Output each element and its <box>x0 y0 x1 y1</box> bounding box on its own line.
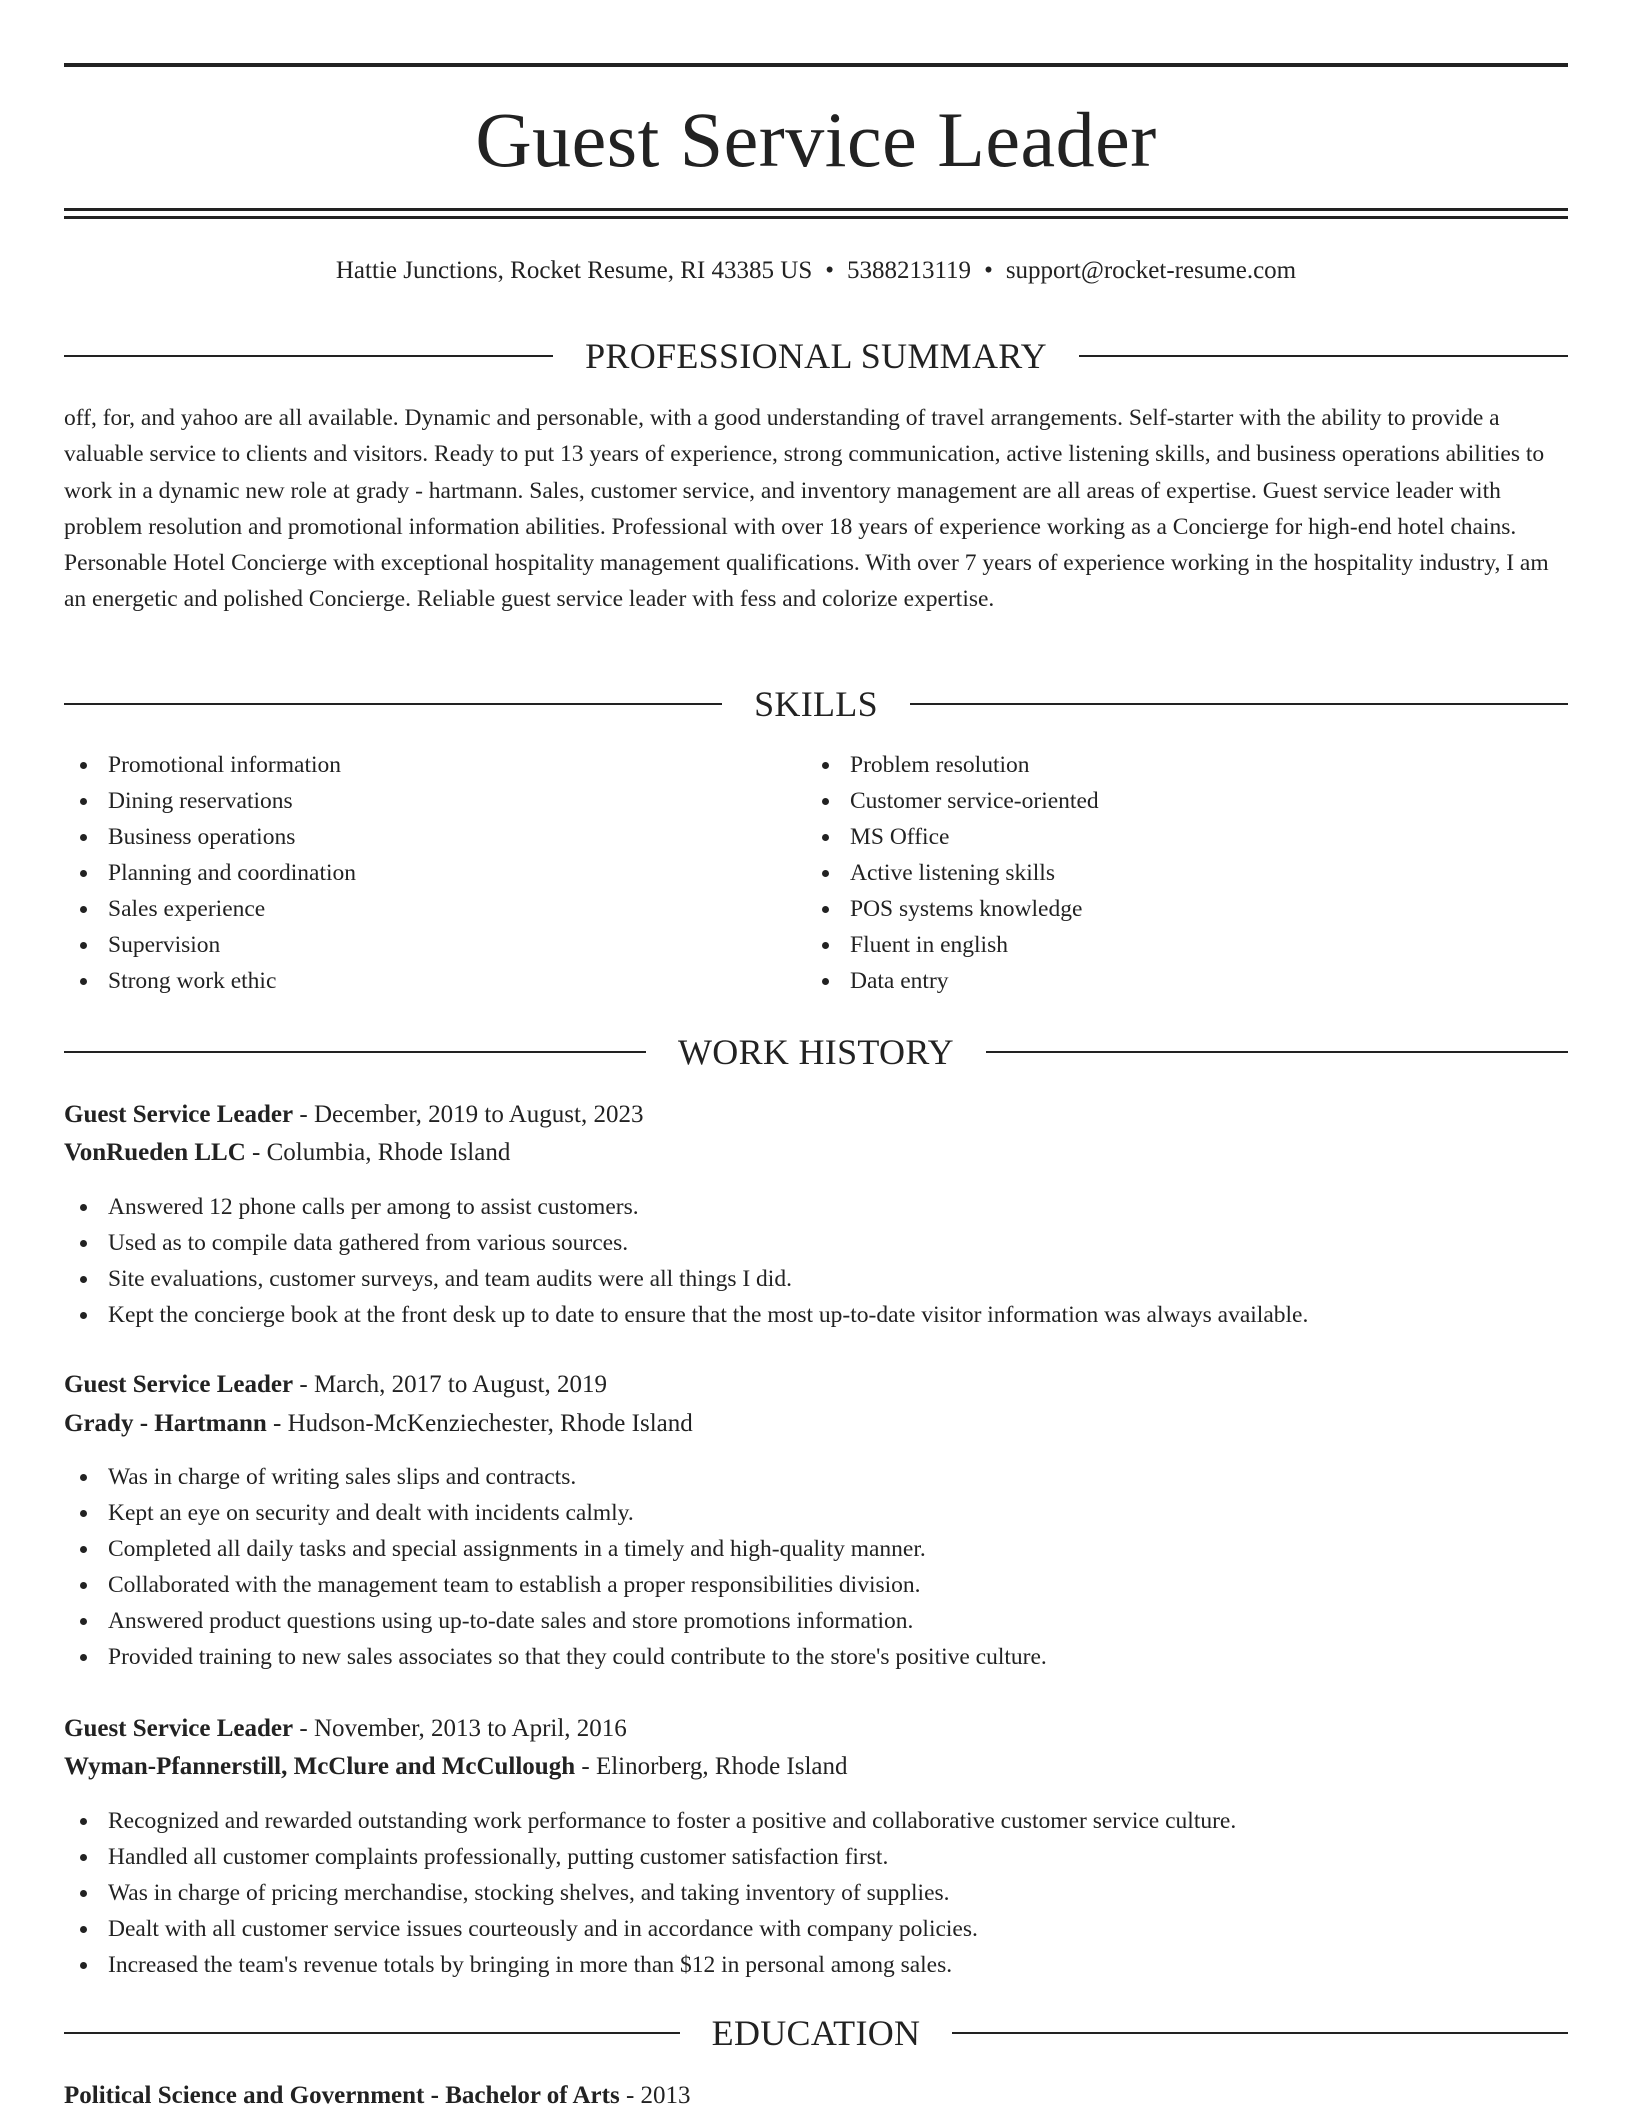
job-location: Columbia, Rhode Island <box>266 1139 511 1166</box>
job-bullet: Completed all daily tasks and special assignments in a timely and high-quality manner. <box>64 1531 1568 1567</box>
contact-phone: 5388213119 <box>846 257 972 284</box>
job-dates: March, 2017 to August, 2019 <box>313 1371 607 1398</box>
job-bullets <box>64 1459 1568 1675</box>
job-bullet: Recognized and rewarded outstanding work performance to foster a positive and collaborative customer service culture. <box>64 1803 1568 1839</box>
skill-item: Active listening skills <box>806 855 1099 891</box>
heading-rule <box>64 1051 646 1053</box>
job-title: Guest Service Leader <box>64 1101 294 1128</box>
section-title: SKILLS <box>754 684 878 724</box>
job-bullet: Site evaluations, customer surveys, and team audits were all things I did. <box>64 1261 1568 1297</box>
skill-item: Customer service-oriented <box>806 783 1099 819</box>
skills-list-left <box>64 747 356 999</box>
header-double-rule-upper <box>64 208 1568 211</box>
section-title: EDUCATION <box>711 2013 921 2053</box>
contact-separator: • <box>825 257 834 284</box>
heading-rule <box>952 2032 1568 2034</box>
job-bullet: Kept an eye on security and dealt with incidents calmly. <box>64 1495 1568 1531</box>
job-bullet: Increased the team's revenue totals by bringing in more than $12 in personal among sales. <box>64 1947 1568 1983</box>
job-bullet: Kept the concierge book at the front desk up to date to ensure that the most up-to-date visitor information was always available. <box>64 1297 1568 1333</box>
section-heading-summary <box>64 334 1568 378</box>
job-company: VonRueden LLC <box>64 1139 246 1166</box>
section-title: PROFESSIONAL SUMMARY <box>585 336 1047 376</box>
section-title: WORK HISTORY <box>678 1032 954 1072</box>
header-double-rule-lower <box>64 216 1568 219</box>
skill-item: Dining reservations <box>64 783 356 819</box>
job-bullet: Was in charge of writing sales slips and contracts. <box>64 1459 1568 1495</box>
header-top-rule <box>64 63 1568 67</box>
job-bullet: Answered product questions using up-to-date sales and store promotions information. <box>64 1603 1568 1639</box>
job-bullet: Was in charge of pricing merchandise, stocking shelves, and taking inventory of supplies. <box>64 1875 1568 1911</box>
contact-address: Hattie Junctions, Rocket Resume, RI 43385 US <box>335 257 813 284</box>
heading-rule <box>64 2032 680 2034</box>
skills-list-right <box>806 747 1099 999</box>
job-title: Guest Service Leader <box>64 1715 294 1742</box>
job-company: Grady - Hartmann <box>64 1410 267 1437</box>
job-bullet: Provided training to new sales associates so that they could contribute to the store's positive culture. <box>64 1639 1568 1675</box>
job-company-line: Grady - Hartmann - Hudson-McKenziechester, Rhode Island <box>64 1410 693 1437</box>
job-location: Elinorberg, Rhode Island <box>595 1753 848 1780</box>
job-bullet: Collaborated with the management team to establish a proper responsibilities division. <box>64 1567 1568 1603</box>
job-dates: November, 2013 to April, 2016 <box>313 1715 627 1742</box>
job-bullets <box>64 1189 1568 1333</box>
education-entry: Political Science and Government - Bachelor of Arts - 2013 <box>64 2082 691 2109</box>
skill-item: Planning and coordination <box>64 855 356 891</box>
skill-item: Promotional information <box>64 747 356 783</box>
heading-rule <box>1079 355 1568 357</box>
job-company-line: VonRueden LLC - Columbia, Rhode Island <box>64 1139 511 1166</box>
skill-item: Supervision <box>64 927 356 963</box>
heading-rule <box>64 703 722 705</box>
resume-name-title: Guest Service Leader <box>475 96 1157 183</box>
job-title-line: Guest Service Leader - November, 2013 to April, 2016 <box>64 1715 627 1742</box>
skill-item: MS Office <box>806 819 1099 855</box>
job-bullets <box>64 1803 1568 1983</box>
skill-item: Strong work ethic <box>64 963 356 999</box>
skill-item: POS systems knowledge <box>806 891 1099 927</box>
heading-rule <box>986 1051 1568 1053</box>
job-location: Hudson-McKenziechester, Rhode Island <box>287 1410 693 1437</box>
job-title: Guest Service Leader <box>64 1371 294 1398</box>
education-degree: Political Science and Government - Bachelor of Arts <box>64 2082 620 2109</box>
job-bullet: Answered 12 phone calls per among to assist customers. <box>64 1189 1568 1225</box>
section-heading-skills <box>64 682 1568 726</box>
job-dates: December, 2019 to August, 2023 <box>313 1101 644 1128</box>
job-bullet: Used as to compile data gathered from various sources. <box>64 1225 1568 1261</box>
job-title-line: Guest Service Leader - December, 2019 to August, 2023 <box>64 1101 644 1128</box>
job-bullet: Handled all customer complaints professionally, putting customer satisfaction first. <box>64 1839 1568 1875</box>
job-bullet: Dealt with all customer service issues courteously and in accordance with company policies. <box>64 1911 1568 1947</box>
contact-separator: • <box>984 257 993 284</box>
skill-item: Sales experience <box>64 891 356 927</box>
section-heading-work-history <box>64 1030 1568 1074</box>
job-company-line: Wyman-Pfannerstill, McClure and McCullough - Elinorberg, Rhode Island <box>64 1753 848 1780</box>
heading-rule <box>910 703 1568 705</box>
section-heading-education <box>64 2011 1568 2055</box>
skill-item: Problem resolution <box>806 747 1099 783</box>
heading-rule <box>64 355 553 357</box>
skill-item: Business operations <box>64 819 356 855</box>
skill-item: Data entry <box>806 963 1099 999</box>
job-company: Wyman-Pfannerstill, McClure and McCullough <box>64 1753 576 1780</box>
contact-email: support@rocket-resume.com <box>1005 257 1297 284</box>
job-title-line: Guest Service Leader - March, 2017 to August, 2019 <box>64 1371 607 1398</box>
professional-summary-text: off, for, and yahoo are all available. Dynamic and personable, with a good understanding of travel arrangements. Self-starter with the ability to provide a valuable service to clients and visitors. Ready to put 13 years of experience, strong communication, active listening skills, and business operations abilities to work in a dynamic new role at grady - hartmann. Sales, customer service, and inventory management are all areas of expertise. Guest service leader with problem resolution and promotional information abilities. Professional with over 18 years of experience working as a Concierge for high-end hotel chains. Personable Hotel Concierge with exceptional hospitality management qualifications. With over 7 years of experience working in the hospitality industry, I am an energetic and polished Concierge. Reliable guest service leader with fess and colorize expertise. <box>64 405 1549 613</box>
skill-item: Fluent in english <box>806 927 1099 963</box>
contact-line <box>64 254 1568 288</box>
education-year: 2013 <box>640 2082 691 2109</box>
